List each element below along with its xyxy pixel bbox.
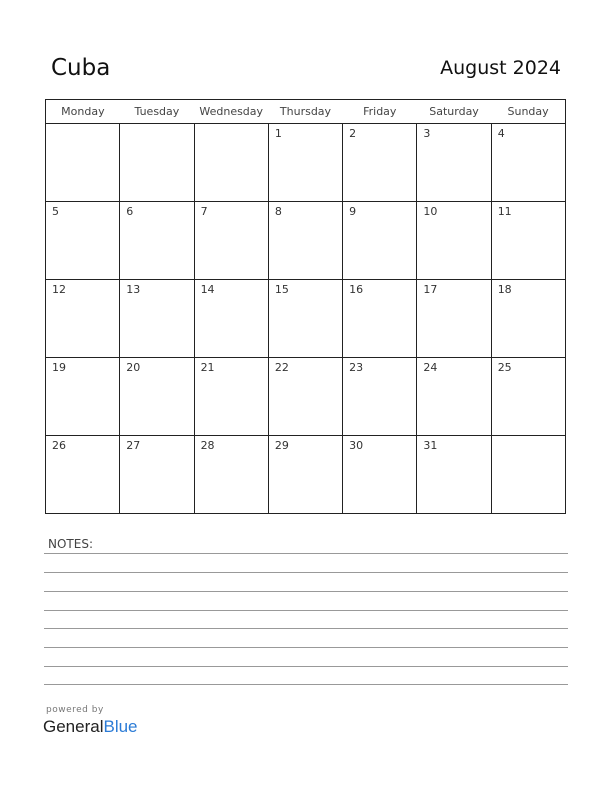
day-number: 20 <box>126 361 141 374</box>
day-cell <box>194 436 268 514</box>
notes-label: NOTES: <box>48 537 93 551</box>
day-number <box>492 436 565 439</box>
day-cell <box>491 202 565 280</box>
day-cell <box>194 124 268 202</box>
notes-line <box>44 684 568 685</box>
day-number: 1 <box>274 127 282 140</box>
generalblue-logo <box>43 717 138 737</box>
powered-by-text: powered by <box>46 705 104 715</box>
day-number: 19 <box>52 361 66 374</box>
day-cell <box>120 436 194 514</box>
weekday-tuesday: Tuesday <box>120 100 194 124</box>
day-cell <box>120 280 194 358</box>
month-title: August 2024 <box>440 57 561 79</box>
day-cell <box>343 358 417 436</box>
day-number: 16 <box>349 283 364 296</box>
day-number <box>120 124 193 127</box>
day-number: 29 <box>274 439 289 452</box>
day-cell <box>491 280 565 358</box>
day-cell <box>417 280 491 358</box>
day-cell <box>268 358 342 436</box>
week-row <box>46 202 566 280</box>
notes-line <box>44 610 568 611</box>
day-number: 17 <box>423 283 438 296</box>
day-cell <box>120 202 194 280</box>
day-cell <box>194 358 268 436</box>
weekday-friday: Friday <box>343 100 417 124</box>
day-cell <box>268 202 342 280</box>
day-cell <box>343 202 417 280</box>
day-cell <box>120 358 194 436</box>
day-number <box>46 124 119 127</box>
day-number: 23 <box>349 361 364 374</box>
day-number: 18 <box>497 283 512 296</box>
day-number: 21 <box>200 361 215 374</box>
day-number: 3 <box>423 127 431 140</box>
day-number <box>195 124 268 127</box>
day-cell <box>343 124 417 202</box>
day-number: 15 <box>274 283 289 296</box>
day-number: 12 <box>52 283 66 296</box>
weekday-monday: Monday <box>46 100 120 124</box>
day-number: 25 <box>497 361 512 374</box>
notes-line <box>44 591 568 592</box>
day-number: 13 <box>126 283 141 296</box>
day-cell <box>194 280 268 358</box>
day-number: 2 <box>349 127 357 140</box>
weekday-wednesday: Wednesday <box>194 100 268 124</box>
day-cell <box>120 124 194 202</box>
week-row <box>46 358 566 436</box>
day-cell <box>417 202 491 280</box>
day-cell <box>417 358 491 436</box>
day-cell <box>46 202 120 280</box>
week-row <box>46 436 566 514</box>
weekday-header-row <box>46 100 566 124</box>
notes-line <box>44 628 568 629</box>
day-cell <box>194 202 268 280</box>
day-number: 31 <box>423 439 438 452</box>
day-number: 11 <box>497 205 512 218</box>
country-title: Cuba <box>51 55 111 81</box>
notes-line <box>44 647 568 648</box>
day-number: 9 <box>349 205 357 218</box>
day-number: 22 <box>274 361 289 374</box>
logo-part-general: General <box>43 717 104 736</box>
week-row <box>46 280 566 358</box>
day-number: 26 <box>52 439 66 452</box>
day-cell <box>491 436 565 514</box>
day-number: 30 <box>349 439 364 452</box>
day-cell <box>417 436 491 514</box>
day-cell <box>417 124 491 202</box>
day-cell <box>268 280 342 358</box>
weekday-sunday: Sunday <box>491 100 565 124</box>
day-cell <box>46 280 120 358</box>
day-number: 27 <box>126 439 141 452</box>
calendar-grid <box>45 99 566 514</box>
day-number: 10 <box>423 205 438 218</box>
day-number: 6 <box>126 205 134 218</box>
day-number: 24 <box>423 361 438 374</box>
day-cell <box>268 124 342 202</box>
notes-line <box>44 572 568 573</box>
week-row <box>46 124 566 202</box>
day-cell <box>491 358 565 436</box>
notes-line <box>44 553 568 554</box>
day-number: 7 <box>200 205 208 218</box>
day-number: 4 <box>497 127 505 140</box>
day-cell <box>343 436 417 514</box>
day-number: 28 <box>200 439 215 452</box>
day-cell <box>268 436 342 514</box>
weekday-saturday: Saturday <box>417 100 491 124</box>
day-cell <box>491 124 565 202</box>
day-number: 5 <box>52 205 59 218</box>
day-cell <box>343 280 417 358</box>
day-cell <box>46 358 120 436</box>
logo-part-blue: Blue <box>103 717 138 736</box>
day-cell <box>46 124 120 202</box>
notes-line <box>44 666 568 667</box>
weekday-thursday: Thursday <box>268 100 342 124</box>
day-number: 8 <box>274 205 282 218</box>
day-number: 14 <box>200 283 215 296</box>
day-cell <box>46 436 120 514</box>
